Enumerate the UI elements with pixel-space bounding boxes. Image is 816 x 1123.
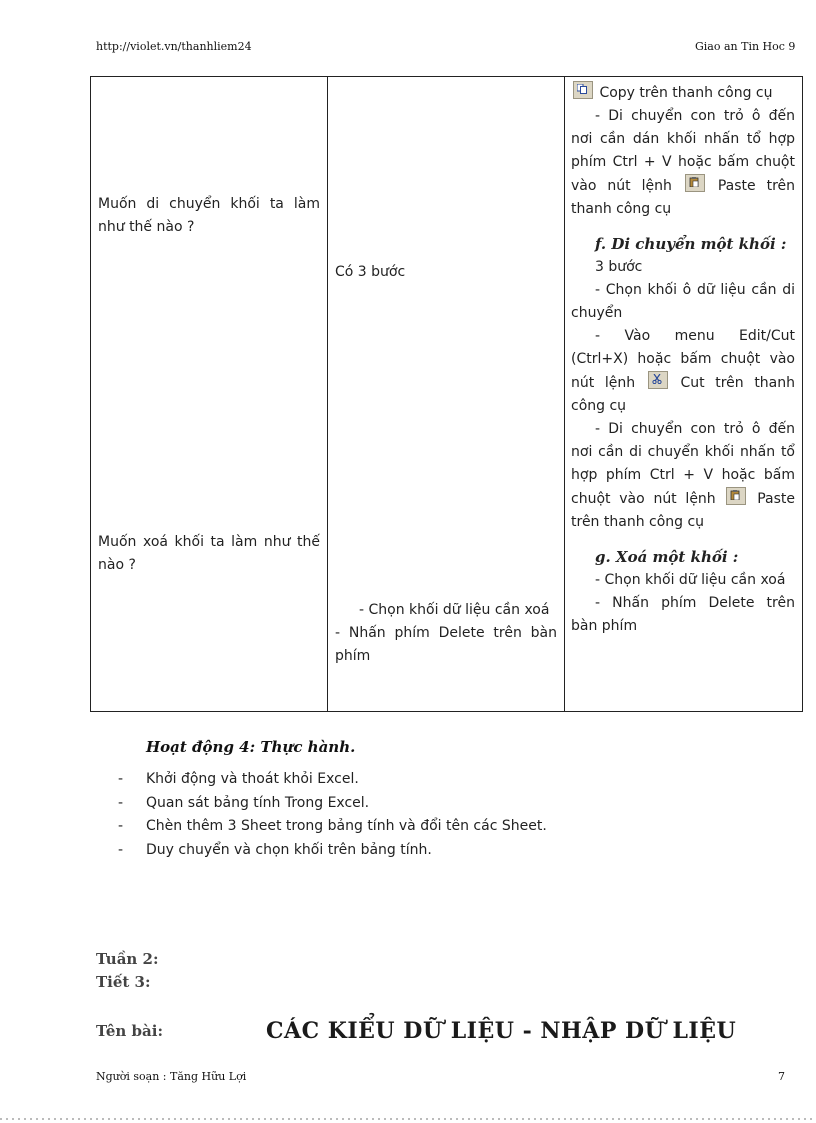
paste-step-b: Paste trên thanh công cụ (571, 178, 796, 217)
question-column (91, 77, 328, 712)
list-item: - Quan sát bảng tính Trong Excel. (118, 792, 547, 816)
lesson-name-label: Tên bài: (96, 1022, 163, 1040)
paste-step (571, 105, 795, 221)
move-step-2b: Cut trên thanh công cụ (571, 375, 796, 414)
move-step-1: - Chọn khối ô dữ liệu cần di chuyển (571, 282, 795, 321)
header-url: http://violet.vn/thanhliem24 (96, 40, 252, 53)
answer-move: Có 3 bước (335, 264, 406, 280)
header-subject: Giao an Tin Hoc 9 (695, 40, 796, 53)
lesson-title: CÁC KIỂU DỮ LIỆU - NHẬP DỮ LIỆU (266, 1018, 737, 1044)
content-text (571, 81, 795, 638)
paste-icon (685, 174, 705, 192)
lesson-table (90, 76, 803, 712)
activity-list (118, 768, 547, 862)
list-dash: - (118, 794, 124, 811)
steps-count: 3 bước (595, 259, 643, 275)
activity-title: Hoạt động 4: Thực hành. (146, 738, 356, 756)
footer-author: Người soạn : Tăng Hữu Lợi (96, 1070, 247, 1083)
question-move: Muốn di chuyển khối ta làm như thế nào ? (98, 196, 320, 235)
content-column (565, 77, 803, 712)
answer-delete-step-1: - Chọn khối dữ liệu cần xoá (359, 602, 550, 618)
copy-tail: Copy trên thanh công cụ (599, 85, 773, 101)
list-dash: - (118, 771, 124, 787)
footer-page-number: 7 (778, 1070, 785, 1083)
paste-icon (726, 487, 746, 505)
period-label: Tiết 3: (96, 973, 151, 991)
list-item: - Duy chuyển và chọn khối trên bảng tính. (118, 839, 547, 863)
list-dash: - (118, 841, 124, 858)
heading-delete-block: g. Xoá một khối : (595, 548, 739, 566)
list-item: - Khởi động và thoát khỏi Excel. (118, 768, 547, 792)
paste-step-a: - Di chuyển con trỏ ô đến nơi cần dán khối nhấn tổ hợp phím Ctrl + V hoặc bấm chuột vào nút lệnh (571, 108, 795, 194)
move-step-3a: - Di chuyển con trỏ ô đến nơi cần di chuyển khối nhấn tổ hợp phím Ctrl + V hoặc bấm chuột vào nút lệnh (571, 421, 795, 507)
move-step-3b: Paste trên thanh công cụ (571, 491, 796, 530)
list-item: - Chèn thêm 3 Sheet trong bảng tính và đổi tên các Sheet. (118, 815, 547, 839)
move-step-2a: - Vào menu Edit/Cut (Ctrl+X) hoặc bấm chuột vào nút lệnh (571, 328, 795, 391)
list-dash: - (118, 818, 124, 834)
delete-step-1: - Chọn khối dữ liệu cần xoá (595, 572, 786, 588)
heading-move-block: f. Di chuyển một khối : (595, 235, 787, 253)
answer-delete (335, 599, 557, 668)
move-step-3 (571, 418, 795, 534)
copy-icon (573, 81, 593, 99)
week-label: Tuần 2: (96, 950, 159, 968)
answer-delete-step-2: - Nhấn phím Delete trên bàn phím (335, 625, 557, 664)
question-delete: Muốn xoá khối ta làm như thế nào ? (98, 534, 320, 573)
move-step-2 (571, 325, 795, 418)
cut-icon (648, 371, 668, 389)
delete-step-2: - Nhấn phím Delete trên bàn phím (571, 595, 795, 634)
answer-column (328, 77, 565, 712)
bottom-dotted-rule (0, 1118, 816, 1120)
copy-line (571, 81, 795, 105)
